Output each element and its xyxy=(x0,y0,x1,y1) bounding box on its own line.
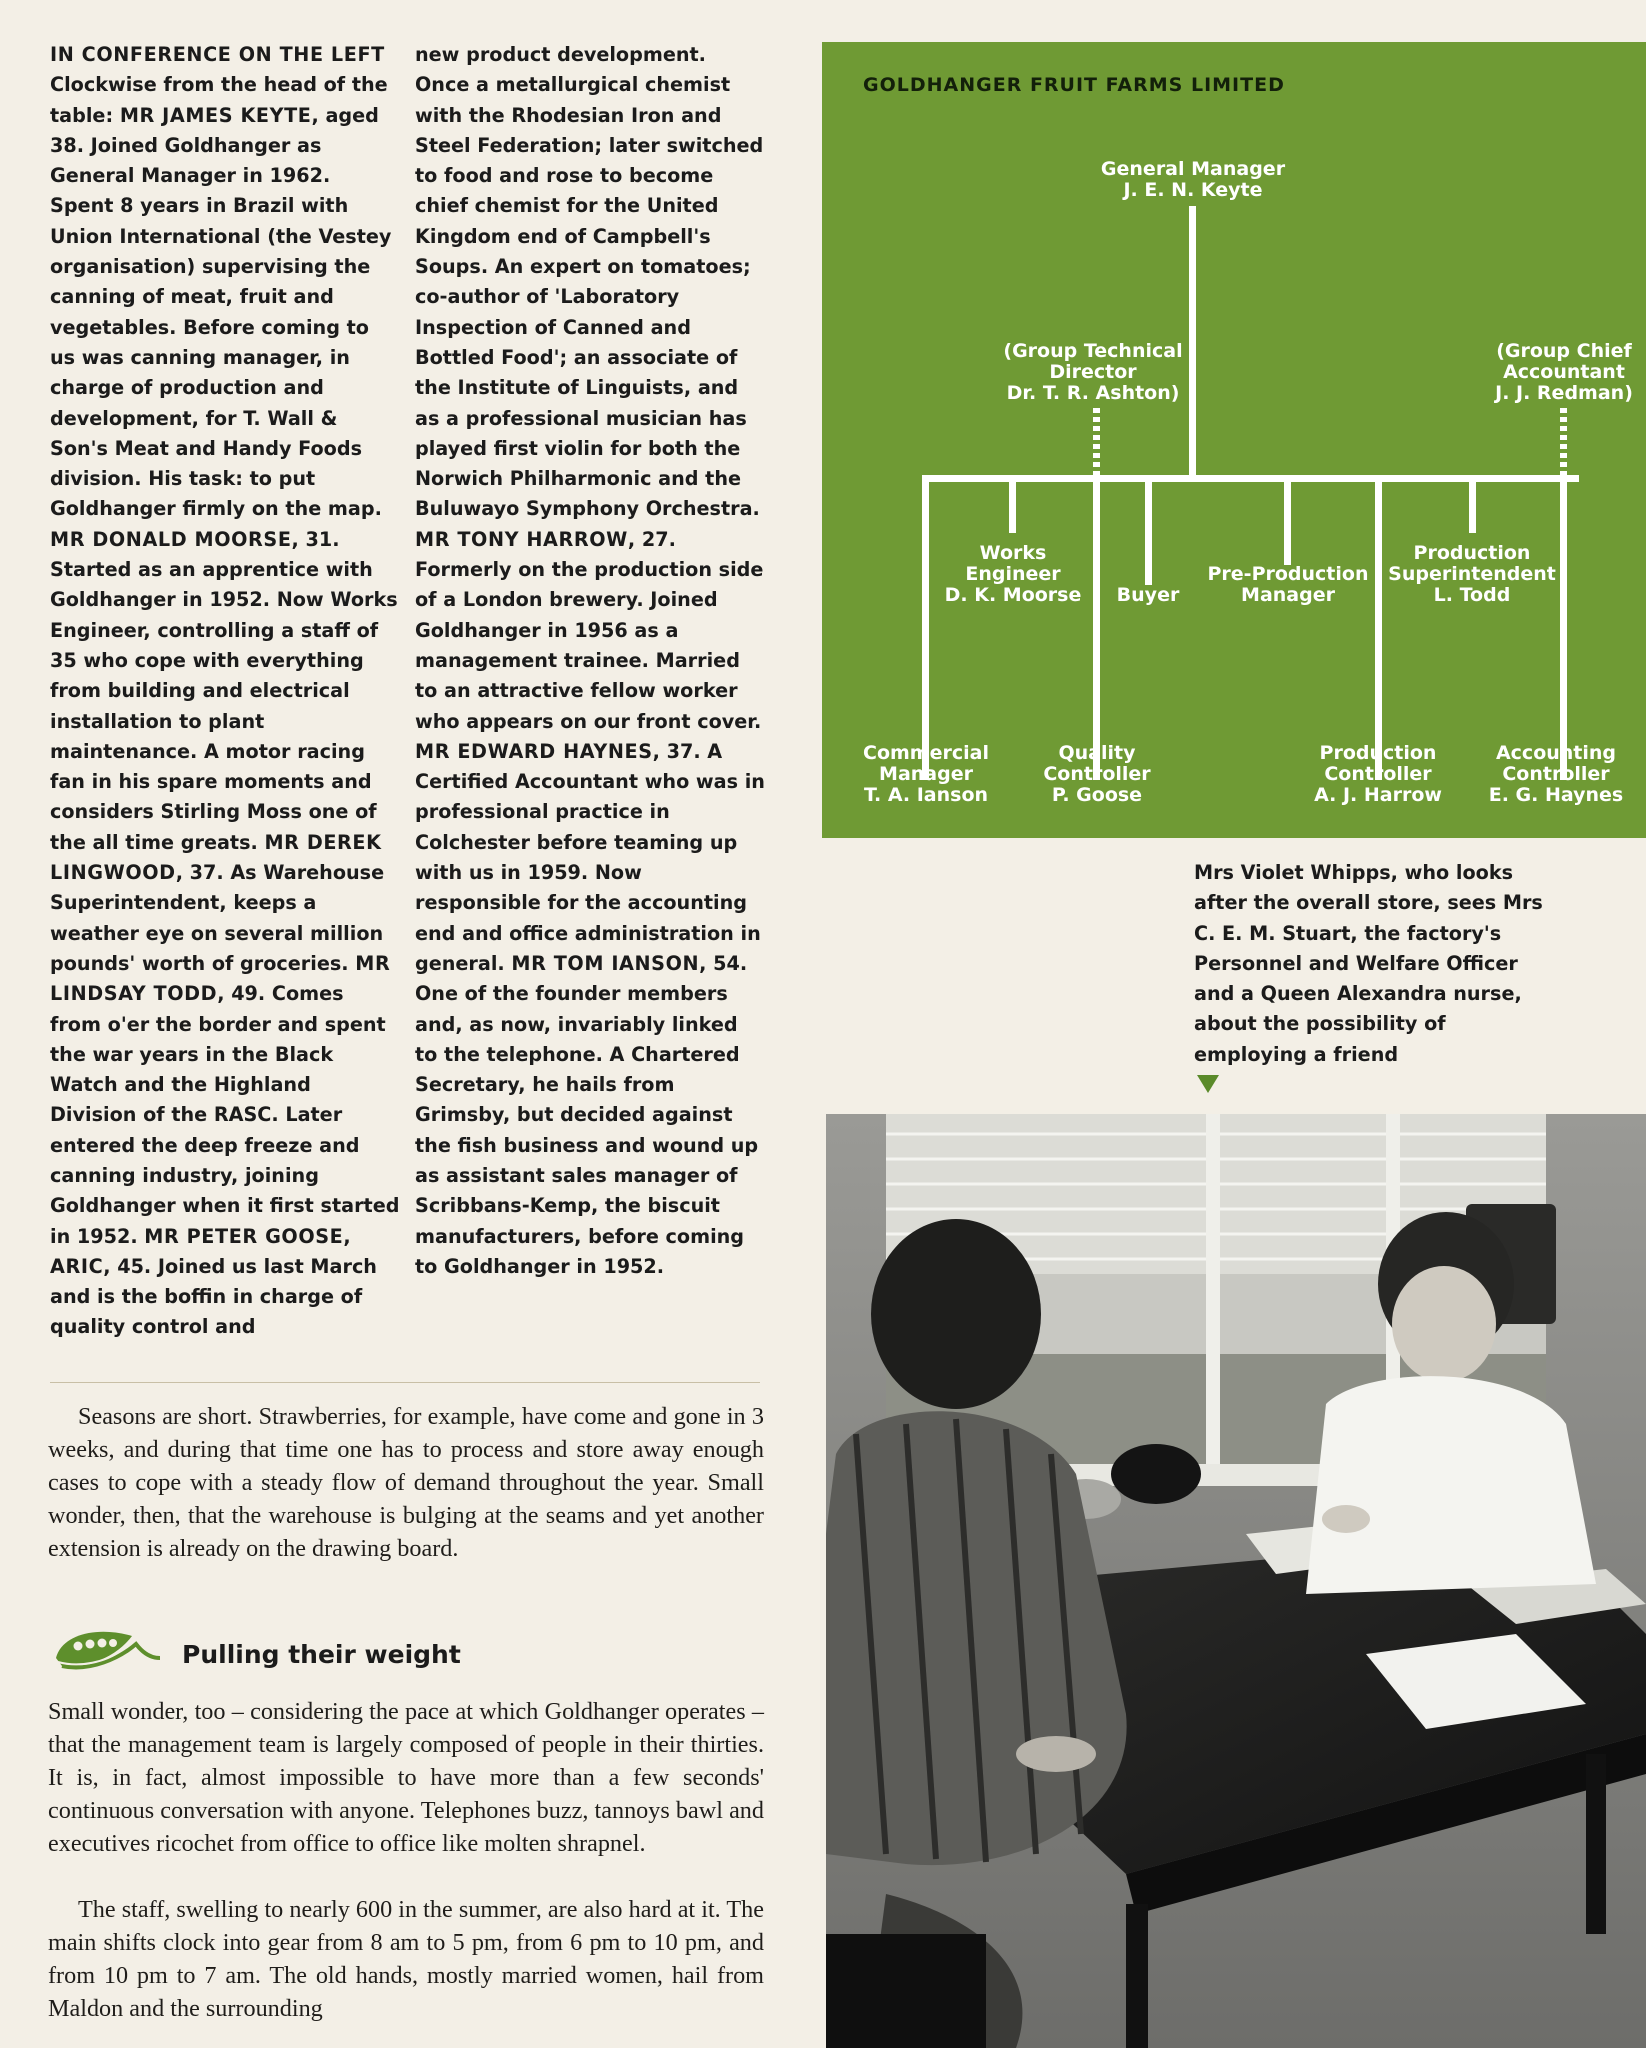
person-name: MR PETER GOOSE xyxy=(144,1224,344,1248)
production-controller-line xyxy=(1375,475,1382,780)
node-commercial: Commercial Manager T. A. Ianson xyxy=(863,742,989,806)
node-production-controller: Production Controller A. J. Harrow xyxy=(1314,742,1442,806)
section-title: Pulling their weight xyxy=(182,1640,461,1669)
caption-text: , 37. As Warehouse Superintendent, keeps a weather eye on several million pounds' worth of groceries. xyxy=(50,861,385,975)
person-name: ARIC xyxy=(50,1254,104,1278)
person-name: MR TOM IANSON xyxy=(511,951,700,975)
works-engineer-line xyxy=(1009,475,1016,533)
production-super-line xyxy=(1469,475,1476,533)
node-general-manager: General Manager J. E. N. Keyte xyxy=(1100,158,1286,201)
article-paragraph-2: Small wonder, too – considering the pace at which Goldhanger operates – that the management team is largely composed of people in their thirties. It is, in fact, almost impossible to have more than a few seconds' continuous conversation with anyone. Telephones buzz, tannoys bawl and executives ricochet from office to office like molten shrapnel. xyxy=(48,1698,764,1858)
caption-text: , 27. Formerly on the production side of a London brewery. Joined Goldhanger in 1956 as a management trainee. Married to an attractive fellow worker who appears on our front cover. xyxy=(415,527,764,733)
caption-column-1 xyxy=(50,40,400,1343)
caption-column-2 xyxy=(415,40,765,1282)
accounting-line xyxy=(1560,475,1567,780)
caption-text: , aged 38. Joined Goldhanger as General Manager in 1962. Spent 8 years in Brazil with Union International (the Vestey organisation) supervising the canning of meat, fruit and vegetables. Before coming to us was canning manager, in charge of production and development, for T. Wall & Son's Meat and Handy Foods division. His task: to put Goldhanger firmly on the map. xyxy=(50,103,392,521)
node-production-super: Production Superintendent L. Todd xyxy=(1388,542,1556,606)
caption-text: , 37. A Certified Accountant who was in professional practice in Colchester before teaming up with us in 1959. Now responsible for the accounting end and office administration in general. xyxy=(415,739,765,975)
caption-text: , 31. Started as an apprentice with Goldhanger in 1952. Now Works Engineer, controlling a staff of 35 who cope with everything from building and electrical installation to plant maintenance. A motor racing fan in his spare moments and considers Stirling Moss one of the all time greats. xyxy=(50,527,398,854)
caption-text: Clockwise from the head of the table: xyxy=(50,73,388,127)
node-works-engineer: Works Engineer D. K. Moorse xyxy=(944,542,1082,606)
person-name: MR DONALD MOORSE xyxy=(50,527,292,551)
node-technical-director: (Group Technical Director Dr. T. R. Ashton) xyxy=(1003,340,1183,404)
node-chief-accountant: (Group Chief Accountant J. J. Redman) xyxy=(1495,340,1633,404)
down-arrow-icon xyxy=(1197,1075,1219,1093)
office-photo xyxy=(826,1114,1646,2048)
article-paragraph-3: The staff, swelling to nearly 600 in the summer, are also hard at it. The main shifts clock into gear from 8 am to 5 pm, from 6 pm to 10 pm, and from 10 pm to 7 am. The old hands, mostly married women, hail from Maldon and the surrounding xyxy=(48,1896,764,2023)
node-accounting: Accounting Controller E. G. Haynes xyxy=(1488,742,1624,806)
person-name: MR JAMES KEYTE xyxy=(119,103,312,127)
caption-text: new product development. Once a metallurgical chemist with the Rhodesian Iron and Steel Federation; later switched to food and rose to become chief chemist for the United Kingdom end of Campbell's Soups. An expert on tomatoes; co-author of 'Laboratory Inspection of Canned and Bottled Food'; an associate of the Institute of Linguists, and as a professional musician has played first violin for both the Norwich Philharmonic and the Buluwayo Symphony Orchestra. xyxy=(415,43,764,521)
quality-line xyxy=(1093,475,1100,780)
pea-pod-icon xyxy=(50,1622,162,1682)
chief-accountant-dotted-line xyxy=(1560,408,1567,475)
caption-text: , 49. Comes from o'er the border and spent the war years in the Black Watch and the Highland Division of the RASC. Later entered the deep freeze and canning industry, joining Goldhanger when it first started in 1952. xyxy=(50,982,400,1248)
article-paragraph-1: Seasons are short. Strawberries, for example, have come and gone in 3 weeks, and during that time one has to process and store away enough cases to cope with a steady flow of demand throughout the year. Small wonder, then, that the warehouse is bulging at the seams and yet another extension is already on the drawing board. xyxy=(48,1403,764,1563)
org-chart xyxy=(822,42,1646,838)
horizontal-bus-line xyxy=(922,475,1579,482)
person-name: MR TONY HARROW xyxy=(415,527,628,551)
node-pre-production: Pre-Production Manager xyxy=(1207,563,1369,606)
node-quality: Quality Controller P. Goose xyxy=(1043,742,1151,806)
pre-production-line xyxy=(1284,475,1291,565)
commercial-line xyxy=(922,475,929,780)
divider xyxy=(50,1382,760,1383)
person-name: MR DEREK LINGWOOD xyxy=(50,830,382,885)
caption-text: , xyxy=(343,1224,351,1248)
caption-text: , 54. One of the founder members and, as now, invariably linked to the telephone. A Chartered Secretary, he hails from Grimsby, but decided against the fish business and wound up as assistant sales manager of Scribbans-Kemp, the biscuit manufacturers, before coming to Goldhanger in 1952. xyxy=(415,951,759,1278)
org-chart-title: GOLDHANGER FRUIT FARMS LIMITED xyxy=(863,74,1285,96)
person-name: IN CONFERENCE ON THE LEFT xyxy=(50,43,385,66)
buyer-line xyxy=(1145,475,1152,585)
photo-caption: Mrs Violet Whipps, who looks after the overall store, sees Mrs C. E. M. Stuart, the factory's Personnel and Welfare Officer and a Queen Alexandra nurse, about the possibility of employing a friend xyxy=(1194,861,1543,1066)
caption-text: , 45. Joined us last March and is the boffin in charge of quality control and xyxy=(50,1254,377,1339)
person-name: MR EDWARD HAYNES xyxy=(415,739,653,763)
node-buyer: Buyer xyxy=(1116,584,1180,606)
section-heading xyxy=(50,1622,750,1692)
person-name: MR LINDSAY TODD xyxy=(50,951,391,1006)
tech-director-dotted-line xyxy=(1093,408,1100,475)
